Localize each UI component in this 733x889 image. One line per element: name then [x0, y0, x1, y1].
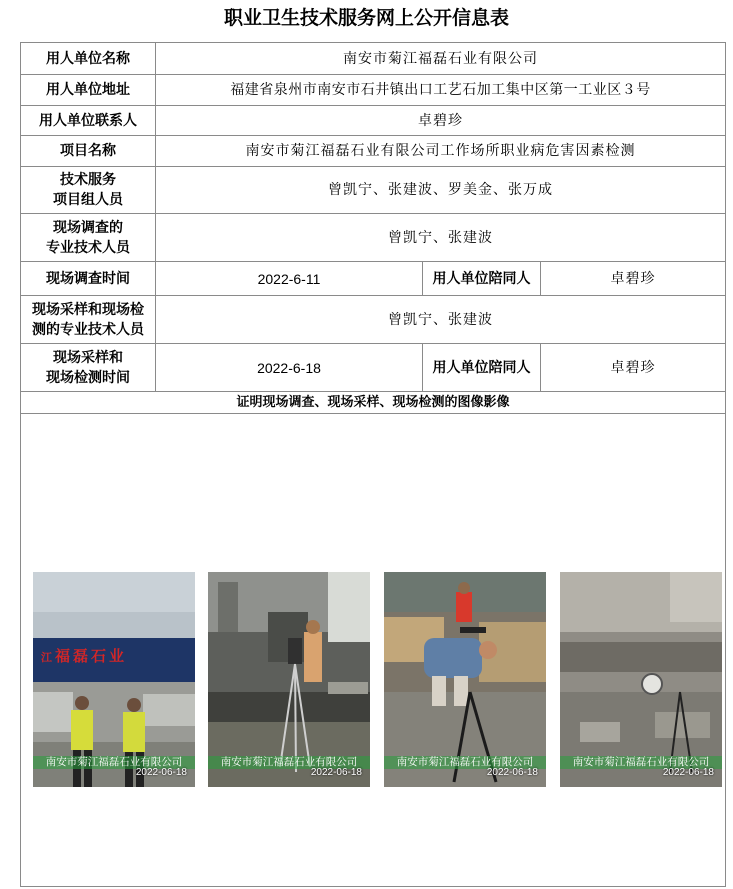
photo-2-image: [208, 572, 370, 787]
team-label-line2: 项目组人员: [53, 192, 123, 208]
photo-3-caption: 南安市菊江福磊石业有限公司: [384, 756, 546, 769]
photo-4: [560, 572, 722, 787]
info-table: [20, 42, 726, 887]
survey-time-label: 现场调查时间: [21, 262, 156, 296]
unit-address-label: 用人单位地址: [21, 75, 156, 106]
sampling-time-value: 2022-6-18: [156, 344, 423, 392]
row-sampling-time: [21, 344, 726, 392]
team-label-line1: 技术服务: [60, 172, 116, 188]
photo-3-date: 2022-06-18: [486, 767, 538, 778]
survey-staff-label: [21, 214, 156, 262]
sampling-staff-label: [21, 296, 156, 344]
row-survey-staff: [21, 214, 726, 262]
photo-1-sign-text: 福磊石业: [55, 647, 128, 665]
survey-companion-label: 用人单位陪同人: [423, 262, 541, 296]
row-team: [21, 167, 726, 214]
sampling-time-label-line1: 现场采样和: [53, 349, 123, 366]
unit-name-label: 用人单位名称: [21, 43, 156, 75]
row-photos: [21, 414, 726, 887]
unit-contact-label: 用人单位联系人: [21, 106, 156, 136]
unit-name-value: 南安市菊江福磊石业有限公司: [156, 43, 726, 75]
unit-contact-value: 卓碧珍: [156, 106, 726, 136]
sampling-staff-label-line1: 现场采样和现场检: [32, 301, 144, 318]
photo-1-sign: [41, 646, 127, 668]
sampling-companion-value: 卓碧珍: [541, 344, 726, 392]
team-label: [21, 167, 156, 214]
sampling-staff-label-line2: 测的专业技术人员: [32, 321, 144, 338]
survey-staff-label-line2: 专业技术人员: [46, 239, 130, 256]
photo-2-caption: 南安市菊江福磊石业有限公司: [208, 756, 370, 769]
team-value: 曾凯宁、张建波、罗美金、张万成: [156, 167, 726, 214]
row-unit-address: [21, 75, 726, 106]
survey-staff-value: 曾凯宁、张建波: [156, 214, 726, 262]
project-name-label: 项目名称: [21, 136, 156, 167]
photo-1-date: 2022-06-18: [135, 767, 187, 778]
row-project-name: [21, 136, 726, 167]
row-survey-time: [21, 262, 726, 296]
photo-4-image: [560, 572, 722, 787]
photo-area: [25, 414, 726, 886]
photo-1-caption: 南安市菊江福磊石业有限公司: [33, 756, 195, 769]
photo-1-image: [33, 572, 195, 787]
photo-4-date: 2022-06-18: [662, 767, 714, 778]
photo-3-image: [384, 572, 546, 787]
survey-time-value: 2022-6-11: [156, 262, 423, 296]
row-unit-name: [21, 43, 726, 75]
sampling-time-label-line2: 现场检测时间: [46, 369, 130, 386]
survey-staff-label-line1: 现场调查的: [53, 219, 123, 236]
photo-3: [384, 572, 546, 787]
unit-address-value: 福建省泉州市南安市石井镇出口工艺石加工集中区第一工业区３号: [156, 75, 726, 106]
photo-2: [208, 572, 370, 787]
survey-companion-value: 卓碧珍: [541, 262, 726, 296]
photos-cell: [21, 414, 726, 887]
row-images-header: [21, 392, 726, 414]
row-sampling-staff: [21, 296, 726, 344]
photo-1-sign-prefix: 江: [41, 651, 55, 664]
photo-2-date: 2022-06-18: [310, 767, 362, 778]
images-header: 证明现场调查、现场采样、现场检测的图像影像: [21, 392, 726, 414]
sampling-time-label: [21, 344, 156, 392]
project-name-value: 南安市菊江福磊石业有限公司工作场所职业病危害因素检测: [156, 136, 726, 167]
row-unit-contact: [21, 106, 726, 136]
page-title: 职业卫生技术服务网上公开信息表: [223, 7, 509, 29]
sampling-staff-value: 曾凯宁、张建波: [156, 296, 726, 344]
photo-4-caption: 南安市菊江福磊石业有限公司: [560, 756, 722, 769]
photo-1: [33, 572, 195, 787]
sampling-companion-label: 用人单位陪同人: [423, 344, 541, 392]
